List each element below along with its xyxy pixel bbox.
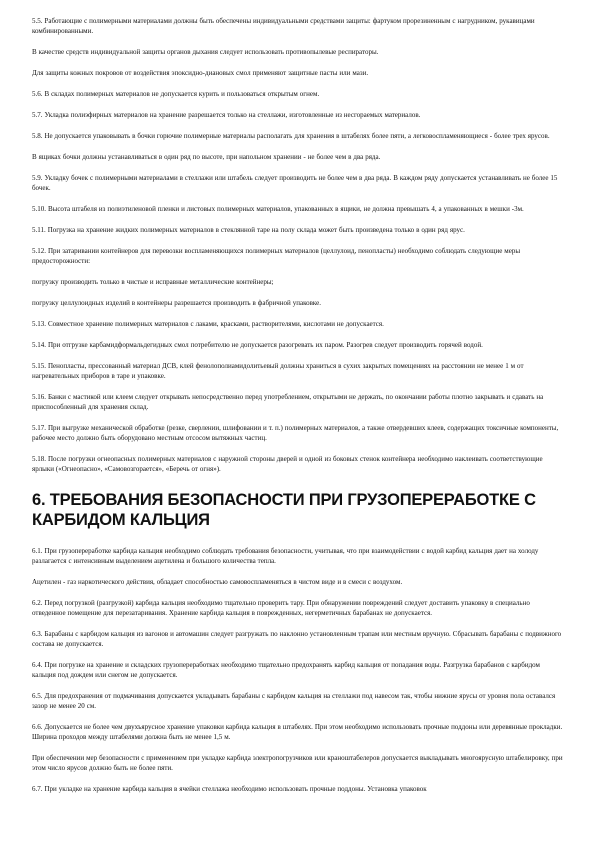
paragraph-6-7: 6.7. При укладке на хранение карбида кальция в ячейки стеллажа необходимо использовать прочные поддоны. Установка упаковок bbox=[32, 785, 427, 793]
paragraph-loading-celluloid: погрузку целлулоидных изделий в контейнеры разрешается производить в фабричной упаковке. bbox=[32, 299, 322, 307]
section-heading: 6. ТРЕБОВАНИЯ БЕЗОПАСНОСТИ ПРИ ГРУЗОПЕРЕРАБОТКЕ С КАРБИДОМ КАЛЬЦИЯ bbox=[32, 491, 536, 529]
paragraph-5-8: 5.8. Не допускается упаковывать в бочки горючие полимерные материалы располагать для хранения в штабелях более пяти, а легковоспламеняющиеся - более трех ярусов. bbox=[32, 132, 550, 140]
paragraph-5-5: 5.5. Работающие с полимерными материалами должны быть обеспечены индивидуальными средствами защиты: фартуком прорезиненным с нагрудником, рукавицами комбинированными. bbox=[32, 17, 535, 35]
paragraph-skin-protection: Для защиты кожных покровов от воздействия эпоксидно-диановых смол применяют защитные пасты или мази. bbox=[32, 69, 369, 77]
paragraph-5-13: 5.13. Совместное хранение полимерных материалов с лаками, красками, растворителями, кислотами не допускается. bbox=[32, 320, 384, 328]
paragraph-5-7: 5.7. Укладка полиэфирных материалов на хранение разрешается только на стеллажи, изготовленные из несгораемых материалов. bbox=[32, 111, 421, 119]
paragraph-5-12: 5.12. При затаривании контейнеров для перевозки воспламеняющихся полимерных материалов (целлулоид, пенопласты) необходимо соблюдать следующие меры предосторожности: bbox=[32, 247, 521, 265]
document-body bbox=[32, 16, 564, 805]
paragraph-5-17: 5.17. При выгрузке механической обработке (резке, сверлении, шлифовании и т. п.) полимерных материалов, а также отвердевших клеев, содержащих токсичные компоненты, рабочее место должно быть оборудовано местным отсосом вытяжных частиц. bbox=[32, 424, 559, 442]
paragraph-multitier-stacking: При обеспечении мер безопасности с применением при укладке карбида электропогрузчиков или краноштабелеров допускается выкладывать многоярусную штабелировку, при этом число ярусов должно быть не более пяти. bbox=[32, 754, 563, 772]
paragraph-5-9: 5.9. Укладку бочек с полимерными материалами в стеллажи или штабель следует производить не более чем в два ряда. В каждом ряду допускается устанавливать не более 15 бочек. bbox=[32, 174, 558, 192]
paragraph-5-11: 5.11. Погрузка на хранение жидких полимерных материалов в стеклянной таре на полу склада может быть произведена только в один ряд ярус. bbox=[32, 226, 465, 234]
paragraph-5-15: 5.15. Пенопласты, прессованный материал ДСВ, клей фенолополиамидолитьевый должны храниться в сухих закрытых помещениях на расстоянии не менее 1 м от нагревательных приборов в таре и упаковке. bbox=[32, 362, 524, 380]
paragraph-6-2: 6.2. Перед погрузкой (разгрузкой) карбида кальция необходимо тщательно проверить тару. При обнаружении повреждений следует доставить упаковку в специально отведенное помещение для перезатаривания. Хранение карбида кальция в поврежденных, негерметичных барабанах не допускается. bbox=[32, 599, 530, 617]
paragraph-acetylene: Ацетилен - газ наркотического действия, обладает способностью самовоспламеняться в чистом виде и в смеси с воздухом. bbox=[32, 578, 403, 586]
paragraph-6-4: 6.4. При погрузке на хранение и складских грузопереработках необходимо тщательно предохранять карбид кальция от попадания воды. Разгрузка барабанов с карбидом кальция под дождем или снегом не допускается. bbox=[32, 661, 540, 679]
paragraph-6-3: 6.3. Барабаны с карбидом кальция из вагонов и автомашин следует разгружать по наклонно установленным трапам или местным вручную. Сбрасывать барабаны с подвижного состава не допускается. bbox=[32, 630, 562, 648]
paragraph-barrels-rows: В ящиках бочки должны устанавливаться в один ряд по высоте, при напольном хранении - не более чем в два ряда. bbox=[32, 153, 381, 161]
paragraph-5-16: 5.16. Банки с мастикой или клеем следует открывать непосредственно перед употреблением, открытыми не держать, по окончании работы плотно закрывать и сдавать на приспособленный для хранения склад. bbox=[32, 393, 544, 411]
paragraph-loading-containers: погрузку производить только в чистые и исправные металлические контейнеры; bbox=[32, 278, 274, 286]
paragraph-6-5: 6.5. Для предохранения от подмачивания допускается укладывать барабаны с карбидом кальция на стеллажи под навесом так, чтобы нижние ярусы от уровня пола оставался зазор не менее 20 см. bbox=[32, 692, 556, 710]
paragraph-5-18: 5.18. После погрузки огнеопасных полимерных материалов с наружной стороны дверей и одной из боковых стенок контейнера необходимо наклеивать соответствующие ярлыки («Огнеопасно», «Самовозгорается», «Беречь от огня»). bbox=[32, 455, 543, 473]
paragraph-5-10: 5.10. Высота штабеля из полиэтиленовой пленки и листовых полимерных материалов, упакованных в ящики, не должна превышать 4, а упакованных в мешки -3м. bbox=[32, 205, 524, 213]
paragraph-5-14: 5.14. При отгрузке карбамидформальдегидных смол потребителю не допускается разогревать их паром. Разогрев следует производить горячей водой. bbox=[32, 341, 483, 349]
paragraph-6-6: 6.6. Допускается не более чем двухъярусное хранение упаковки карбида кальция в штабелях. При этом необходимо использовать прочные поддоны или деревянные прокладки. Ширина проходов между штабелями должна быть не менее 1,5 м. bbox=[32, 723, 563, 741]
paragraph-6-1: 6.1. При грузопереработке карбида кальция необходимо соблюдать требования безопасности, учитывая, что при взаимодействии с водой карбид кальция дает на холоду разлагается с интенсивным выделением ацетилена и большого количества тепла. bbox=[32, 547, 539, 565]
paragraph-respirators: В качестве средств индивидуальной защиты органов дыхания следует использовать противопылевые респираторы. bbox=[32, 48, 379, 56]
paragraph-5-6: 5.6. В складах полимерных материалов не допускается курить и пользоваться открытым огнем. bbox=[32, 90, 320, 98]
